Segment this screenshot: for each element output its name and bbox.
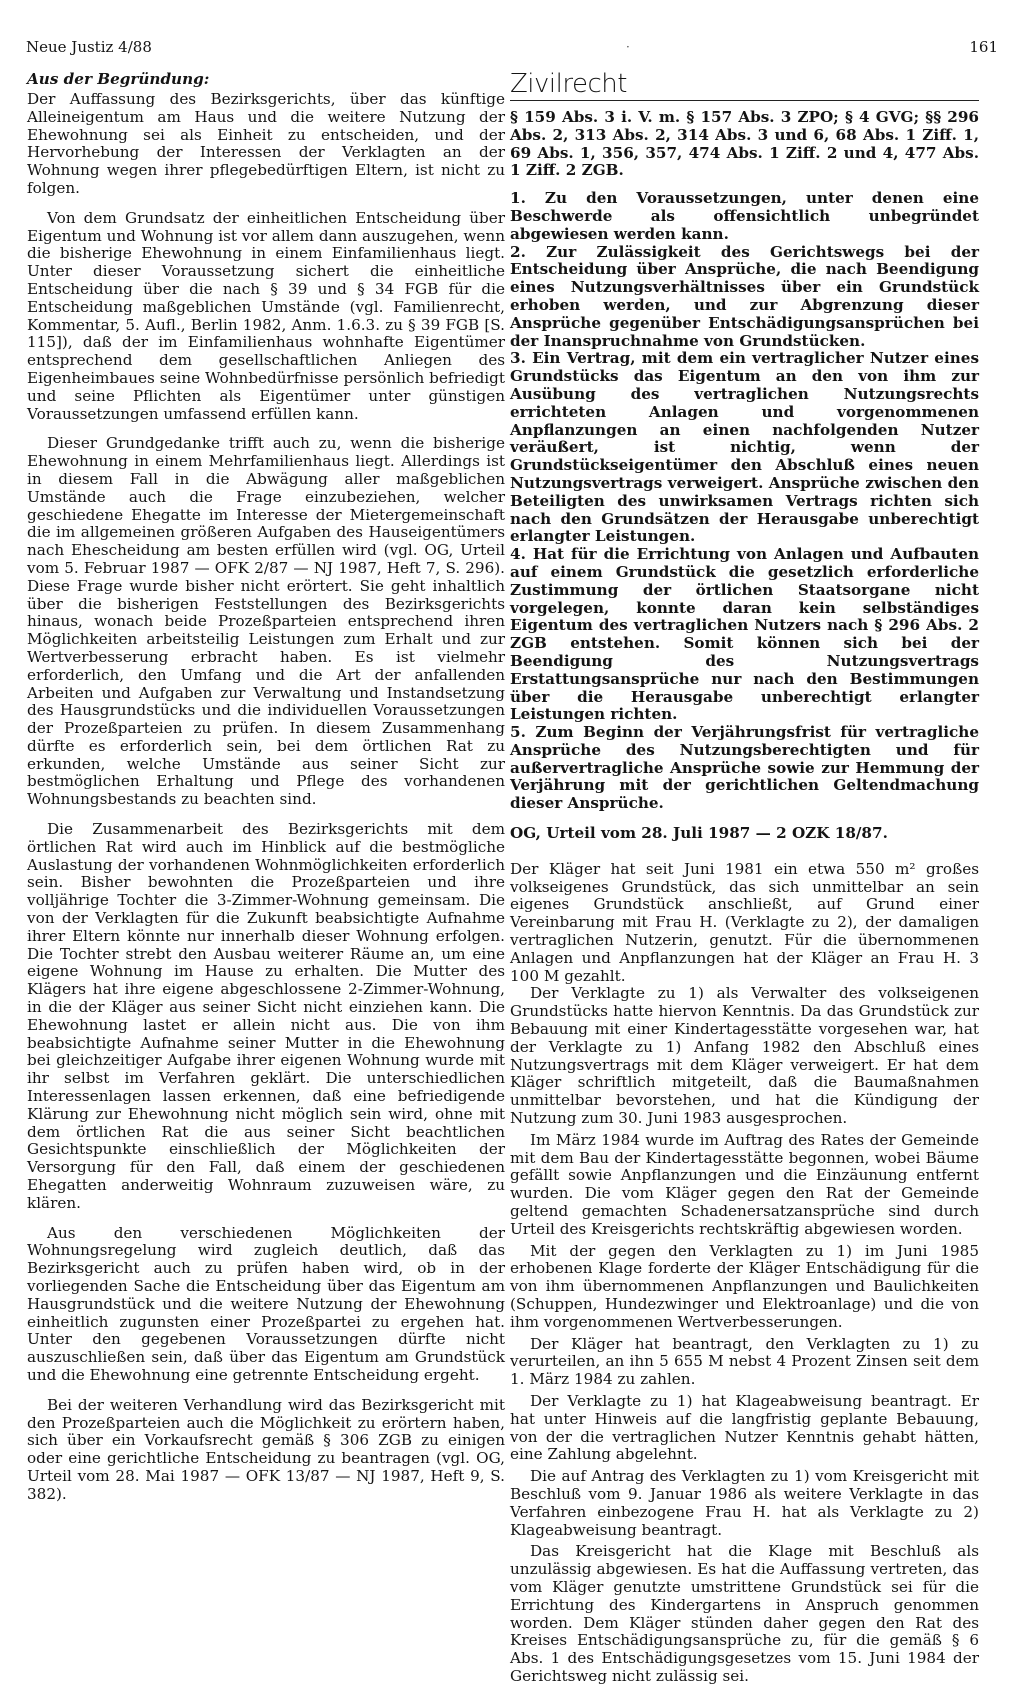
paragraph: Der Verklagte zu 1) als Verwalter des volkseigenen Grundstücks hatte hiervon Kenntnis. Da das Grundstück zur Bebauung mit einer Kindertagesstätte vorgesehen war, hat der Verklagte zu 1) Anfang 1982 den Abschluß eines Nutzungsvertrags mit dem Kläger verweigert. Er hat dem Kläger schriftlich mitgeteilt, daß die Baumaßnahmen unmittelbar bevorstehen, und hat die Kündigung der Nutzung zum 30. Juni 1983 ausgesprochen.: [510, 984, 979, 1128]
paragraph: Dieser Grundgedanke trifft auch zu, wenn die bisherige Ehewohnung in einem Mehrfamilienhaus liegt. Allerdings ist in diesem Fall in die Abwägung aller maßgeblichen Umstände auch die Frage einzubeziehen, welcher geschiedene Ehegatte im Interesse der Mietergemeinschaft die im allgemeinen größeren Aufgaben des Hauseigentümers nach Ehescheidung am besten erfüllen wird (vgl. OG, Urteil vom 5. Februar 1987 — OFK 2/87 — NJ 1987, Heft 7, S. 296). Diese Frage wurde bisher nicht erörtert. Sie geht inhaltlich über die bisherigen Feststellungen des Bezirksgerichts hinaus, wonach beide Prozeßparteien entsprechend ihren Möglichkeiten arbeitsteilig Leistungen zum Erhalt und zur Wertverbesserung erbracht haben. Es ist vielmehr erforderlich, den Umfang und die Art der anfallenden Arbeiten und Aufgaben zur Verwaltung und Instandsetzung des Hausgrundstücks und die individuellen Voraussetzungen der Prozeßparteien zu prüfen. In diesem Zusammenhang dürfte es erforderlich sein, bei dem örtlichen Rat zu erkunden, welche Umstände aus seiner Sicht zur bestmöglichen Erhaltung und Pflege des vorhandenen Wohnungsbestands zu beachten sind.: [27, 434, 505, 809]
paragraph: Aus den verschiedenen Möglichkeiten der Wohnungsregelung wird zugleich deutlich, daß das Bezirksgericht auch zu prüfen haben wird, ob in der vorliegenden Sache die Entscheidung über das Eigentum am Hausgrundstück und die weitere Nutzung der Ehewohnung einheitlich zugunsten einer Prozeßpartei zu ergehen hat. Unter den gegebenen Voraussetzungen dürfte nicht auszuschließen sein, daß über das Eigentum am Grundstück und die Ehewohnung eine getrennte Entscheidung ergeht.: [27, 1223, 505, 1384]
left-column: [27, 70, 505, 1504]
paragraph: Im März 1984 wurde im Auftrag des Rates der Gemeinde mit dem Bau der Kindertagesstätte begonnen, wobei Bäume gefällt sowie Anpflanzungen und die Einzäunung entfernt wurden. Die vom Kläger gegen den Rat der Gemeinde geltend gemachten Schadenersatzansprüche sind durch Urteil des Kreisgerichts rechtskräftig abgewiesen worden.: [510, 1130, 979, 1238]
paragraph: Bei der weiteren Verhandlung wird das Bezirksgericht mit den Prozeßparteien auch die Möglichkeit zu erörtern haben, sich über ein Vorkaufsrecht gemäß § 306 ZGB zu einigen oder eine gerichtliche Entscheidung zu beantragen (vgl. OG, Urteil vom 28. Mai 1987 — OFK 13/87 — NJ 1987, Heft 9, S. 382).: [27, 1395, 505, 1503]
paragraph: Die Zusammenarbeit des Bezirksgerichts mit dem örtlichen Rat wird auch im Hinblick auf die bestmögliche Auslastung der vorhandenen Wohnmöglichkeiten erforderlich sein. Bisher bewohnten die Prozeßparteien und ihre volljährige Tochter die 3-Zimmer-Wohnung gemeinsam. Die von der Verklagten für die Zukunft beabsichtigte Aufnahme ihrer Eltern könnte nur innerhalb dieser Wohnung erfolgen. Die Tochter strebt den Ausbau weiterer Räume an, um eine eigene Wohnung im Hause zu erhalten. Die Mutter des Klägers hat ihre eigene abgeschlossene 2-Zimmer-Wohnung, in die der Kläger aus seiner Sicht nicht einziehen kann. Die Ehewohnung lastet er allein nicht aus. Die von ihm beabsichtigte Aufnahme seiner Mutter in die Ehewohnung bei gleichzeitiger Aufgabe ihrer eigenen Wohnung wurde mit ihr selbst im Verfahren geklärt. Die unterschiedlichen Interessenlagen lassen erkennen, daß eine befriedigende Klärung zur Ehewohnung nicht möglich sein wird, ohne mit dem örtlichen Rat die aus seiner Sicht beachtlichen Gesichtspunkte einschließlich der Möglichkeiten der Versorgung für den Fall, daß einem der geschiedenen Ehegatten anderweitig Wohnraum zuzuweisen wäre, zu klären.: [27, 820, 505, 1212]
page-number: 161: [969, 38, 998, 56]
paragraph: Die auf Antrag des Verklagten zu 1) vom Kreisgericht mit Beschluß vom 9. Januar 1986 als weitere Verklagte in das Verfahren einbezogene Frau H. hat als Verklagte zu 2) Klageabweisung beantragt.: [510, 1467, 979, 1539]
title-divider: [510, 100, 979, 101]
ruling-item: 1. Zu den Voraussetzungen, unter denen eine Beschwerde als offensichtlich unbegründet abgewiesen werden kann.: [510, 189, 979, 243]
paragraph: Mit der gegen den Verklagten zu 1) im Juni 1985 erhobenen Klage forderte der Kläger Entschädigung für die von ihm übernommenen Anpflanzungen und Baulichkeiten (Schuppen, Hundezwinger und Elektroanlage) und die von ihm vorgenommenen Wertverbesserungen.: [510, 1241, 979, 1331]
paragraph: Der Auffassung des Bezirksgerichts, über das künftige Alleineigentum am Haus und die weitere Nutzung der Ehewohnung sei als Einheit zu entscheiden, und der Hervorhebung der Interessen der Verklagten an der Wohnung wegen ihrer pflegebedürftigen Eltern, ist nicht zu folgen.: [27, 90, 505, 197]
judgment-citation: OG, Urteil vom 28. Juli 1987 — 2 OZK 18/87.: [510, 824, 888, 843]
journal-header: Neue Justiz 4/88: [26, 38, 152, 56]
header-dot: ·: [626, 40, 630, 54]
paragraph: Von dem Grundsatz der einheitlichen Entscheidung über Eigentum und Wohnung ist vor allem dann auszugehen, wenn die bisherige Ehewohnung in einem Einfamilienhaus liegt. Unter dieser Voraussetzung sichert die einheitliche Entscheidung über die nach § 39 und § 34 FGB für die Entscheidung maßgeblichen Umstände (vgl. Familienrecht, Kommentar, 5. Aufl., Berlin 1982, Anm. 1.6.3. zu § 39 FGB [S. 115]), daß der im Einfamilienhaus wohnhafte Eigentümer entsprechend dem gesellschaftlichen Anliegen des Eigenheimbaues seine Wohnbedürfnisse persönlich befriedigt und seine Pflichten als Eigentümer unter günstigen Voraussetzungen umfassend erfüllen kann.: [27, 208, 505, 423]
right-column: [510, 70, 979, 1686]
norms-reference: § 159 Abs. 3 i. V. m. § 157 Abs. 3 ZPO; § 4 GVG; §§ 296 Abs. 2, 313 Abs. 2, 314 Abs. 3 und 6, 68 Abs. 1 Ziff. 1, 69 Abs. 1, 356, 357, 474 Abs. 1 Ziff. 2 und 4, 477 Abs. 1 Ziff. 2 ZGB.: [510, 108, 979, 180]
section-heading-begruendung: Aus der Begründung:: [27, 70, 210, 88]
paragraph: Der Verklagte zu 1) hat Klageabweisung beantragt. Er hat unter Hinweis auf die langfristig geplante Bebauung, von der die vertraglichen Nutzer Kenntnis gehabt hätten, eine Zahlung abgelehnt.: [510, 1391, 979, 1464]
ruling-item: 3. Ein Vertrag, mit dem ein vertraglicher Nutzer eines Grundstücks das Eigentum an den von ihm zur Ausübung des vertraglichen Nutzungsrechts errichteten Anlagen und vorgenommenen Anpflanzungen an einen nachfolgenden Nutzer veräußert, ist nichtig, wenn der Grundstückseigentümer den Abschluß eines neuen Nutzungsvertrags verweigert. Ansprüche zwischen den Beteiligten des unwirksamen Vertrags richten sich nach den Grundsätzen der Herausgabe unberechtigt erlangter Leistungen.: [510, 349, 979, 546]
section-title-zivilrecht: Zivilrecht: [510, 69, 627, 99]
paragraph: Das Kreisgericht hat die Klage mit Beschluß als unzulässig abgewiesen. Es hat die Auffassung vertreten, das vom Kläger genutzte umstrittene Grundstück sei für die Errichtung des Kindergartens in Anspruch genommen worden. Dem Kläger stünden daher gegen den Rat des Kreises Entschädigungsansprüche zu, für die gemäß § 6 Abs. 1 des Entschädigungsgesetzes vom 15. Juni 1984 der Gerichtsweg nicht zulässig sei.: [510, 1542, 979, 1685]
paragraph: Der Kläger hat beantragt, den Verklagten zu 1) zu verurteilen, an ihn 5 655 M nebst 4 Prozent Zinsen seit dem 1. März 1984 zu zahlen.: [510, 1334, 979, 1389]
ruling-item: 4. Hat für die Errichtung von Anlagen und Aufbauten auf einem Grundstück die gesetzlich erforderliche Zustimmung der örtlichen Staatsorgane nicht vorgelegen, konnte daran kein selbständiges Eigentum des vertraglichen Nutzers nach § 296 Abs. 2 ZGB entstehen. Somit können sich bei der Beendigung des Nutzungsvertrags Erstattungsansprüche nur nach den Bestimmungen über die Herausgabe unberechtigt erlangter Leistungen richten.: [510, 545, 979, 724]
rulings-list: [510, 190, 979, 813]
ruling-item: 5. Zum Beginn der Verjährungsfrist für vertragliche Ansprüche des Nutzungsberechtigten und für außervertragliche Ansprüche sowie zur Hemmung der Verjährung mit der gerichtlichen Geltendmachung dieser Ansprüche.: [510, 723, 979, 813]
ruling-item: 2. Zur Zulässigkeit des Gerichtswegs bei der Entscheidung über Ansprüche, die nach Beendigung eines Nutzungsverhältnisses über ein Grundstück erhoben werden, und zur Abgrenzung dieser Ansprüche gegenüber Entschädigungsansprüchen bei der Inanspruchnahme von Grundstücken.: [510, 242, 979, 350]
paragraph: Der Kläger hat seit Juni 1981 ein etwa 550 m² großes volkseigenes Grundstück, das sich unmittelbar an sein eigenes Grundstück anschließt, auf Grund einer Vereinbarung mit Frau H. (Verklagte zu 2), der damaligen vertraglichen Nutzerin, genutzt. Für die übernommenen Anlagen und Anpflanzungen hat der Kläger an Frau H. 3 100 M gezahlt.: [510, 859, 979, 985]
